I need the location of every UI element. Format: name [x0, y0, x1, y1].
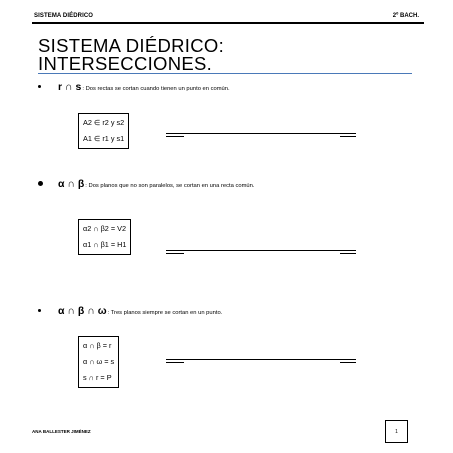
- page-number: 1: [385, 420, 408, 443]
- construction-line: [340, 362, 356, 363]
- construction-line: [166, 250, 356, 251]
- formula-box-planos: [78, 219, 131, 255]
- header-rule: [32, 22, 424, 24]
- construction-line: [340, 136, 356, 137]
- item-tres-planos: [38, 305, 222, 317]
- formula-line: s ∩ r = P: [83, 373, 112, 382]
- page-title-line-1: SISTEMA DIÉDRICO:: [38, 35, 225, 56]
- header-right: 2º BACH.: [392, 13, 419, 19]
- construction-line: [166, 359, 356, 360]
- title-rule: [38, 73, 412, 74]
- item-description: : Dos planos que no son paralelos, se cortan en una recta común.: [85, 183, 255, 189]
- formula-line: A1 ∈ r1 y s1: [83, 134, 125, 143]
- item-description: : Tres planos siempre se cortan en un punto.: [107, 310, 223, 316]
- bullet-icon: [38, 309, 41, 312]
- construction-line: [166, 133, 356, 134]
- footer-author: ANA BALLESTER JIMÉNEZ: [32, 429, 91, 434]
- page-title-line-2: INTERSECCIONES.: [38, 53, 213, 74]
- construction-line: [166, 136, 184, 137]
- formula-box-tres-planos: [78, 336, 119, 388]
- construction-line: [166, 253, 184, 254]
- page-title: [38, 37, 224, 73]
- item-symbol: α ∩ β ∩ ω: [58, 305, 107, 317]
- item-symbol: α ∩ β: [58, 178, 85, 190]
- bullet-icon: [38, 181, 43, 186]
- bullet-icon: [38, 85, 41, 88]
- header-left: SISTEMA DIÉDRICO: [34, 13, 94, 19]
- formula-line: α2 ∩ β2 = V2: [83, 224, 127, 233]
- formula-line: α ∩ β = r: [83, 341, 112, 350]
- construction-line: [166, 362, 184, 363]
- item-description: : Dos rectas se cortan cuando tienen un punto en común.: [82, 86, 230, 92]
- item-rectas: [38, 81, 230, 93]
- formula-box-rectas: [78, 113, 129, 149]
- item-symbol: r ∩ s: [58, 81, 82, 93]
- construction-line: [340, 253, 356, 254]
- formula-line: A2 ∈ r2 y s2: [83, 118, 125, 127]
- item-planos: [38, 178, 254, 190]
- formula-line: α1 ∩ β1 = H1: [83, 240, 127, 249]
- formula-line: α ∩ ω = s: [83, 357, 115, 366]
